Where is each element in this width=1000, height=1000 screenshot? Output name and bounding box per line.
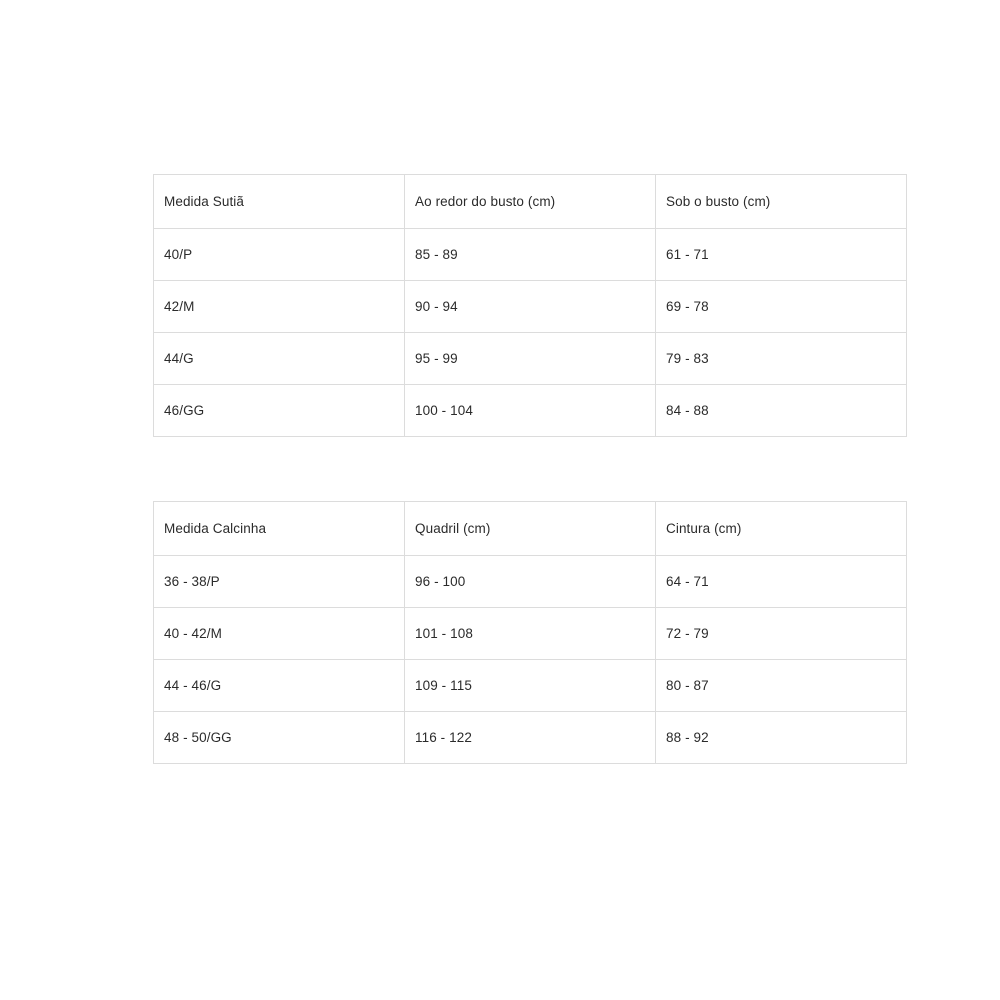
table-row: [154, 556, 907, 608]
cell-waist: 64 - 71: [656, 556, 907, 608]
table-header-row: [154, 502, 907, 556]
column-header-panty-size: Medida Calcinha: [154, 502, 405, 556]
column-header-under-bust: Sob o busto (cm): [656, 175, 907, 229]
cell-bust-around: 95 - 99: [405, 333, 656, 385]
table-row: [154, 333, 907, 385]
cell-under-bust: 69 - 78: [656, 281, 907, 333]
panty-measurements-table: [153, 501, 907, 764]
cell-bra-size: 46/GG: [154, 385, 405, 437]
column-header-hip: Quadril (cm): [405, 502, 656, 556]
table-row: [154, 385, 907, 437]
cell-under-bust: 84 - 88: [656, 385, 907, 437]
cell-under-bust: 61 - 71: [656, 229, 907, 281]
cell-bra-size: 40/P: [154, 229, 405, 281]
cell-hip: 109 - 115: [405, 660, 656, 712]
cell-bust-around: 90 - 94: [405, 281, 656, 333]
cell-panty-size: 40 - 42/M: [154, 608, 405, 660]
cell-hip: 101 - 108: [405, 608, 656, 660]
cell-bra-size: 42/M: [154, 281, 405, 333]
table-row: [154, 712, 907, 764]
cell-panty-size: 36 - 38/P: [154, 556, 405, 608]
cell-panty-size: 44 - 46/G: [154, 660, 405, 712]
cell-bra-size: 44/G: [154, 333, 405, 385]
cell-waist: 88 - 92: [656, 712, 907, 764]
cell-hip: 96 - 100: [405, 556, 656, 608]
table-row: [154, 281, 907, 333]
column-header-bust-around: Ao redor do busto (cm): [405, 175, 656, 229]
cell-under-bust: 79 - 83: [656, 333, 907, 385]
cell-bust-around: 85 - 89: [405, 229, 656, 281]
table-row: [154, 229, 907, 281]
table-row: [154, 660, 907, 712]
cell-waist: 72 - 79: [656, 608, 907, 660]
cell-bust-around: 100 - 104: [405, 385, 656, 437]
cell-waist: 80 - 87: [656, 660, 907, 712]
cell-panty-size: 48 - 50/GG: [154, 712, 405, 764]
table-row: [154, 608, 907, 660]
bra-measurements-table: [153, 174, 907, 437]
table-header-row: [154, 175, 907, 229]
cell-hip: 116 - 122: [405, 712, 656, 764]
column-header-bra-size: Medida Sutiã: [154, 175, 405, 229]
column-header-waist: Cintura (cm): [656, 502, 907, 556]
